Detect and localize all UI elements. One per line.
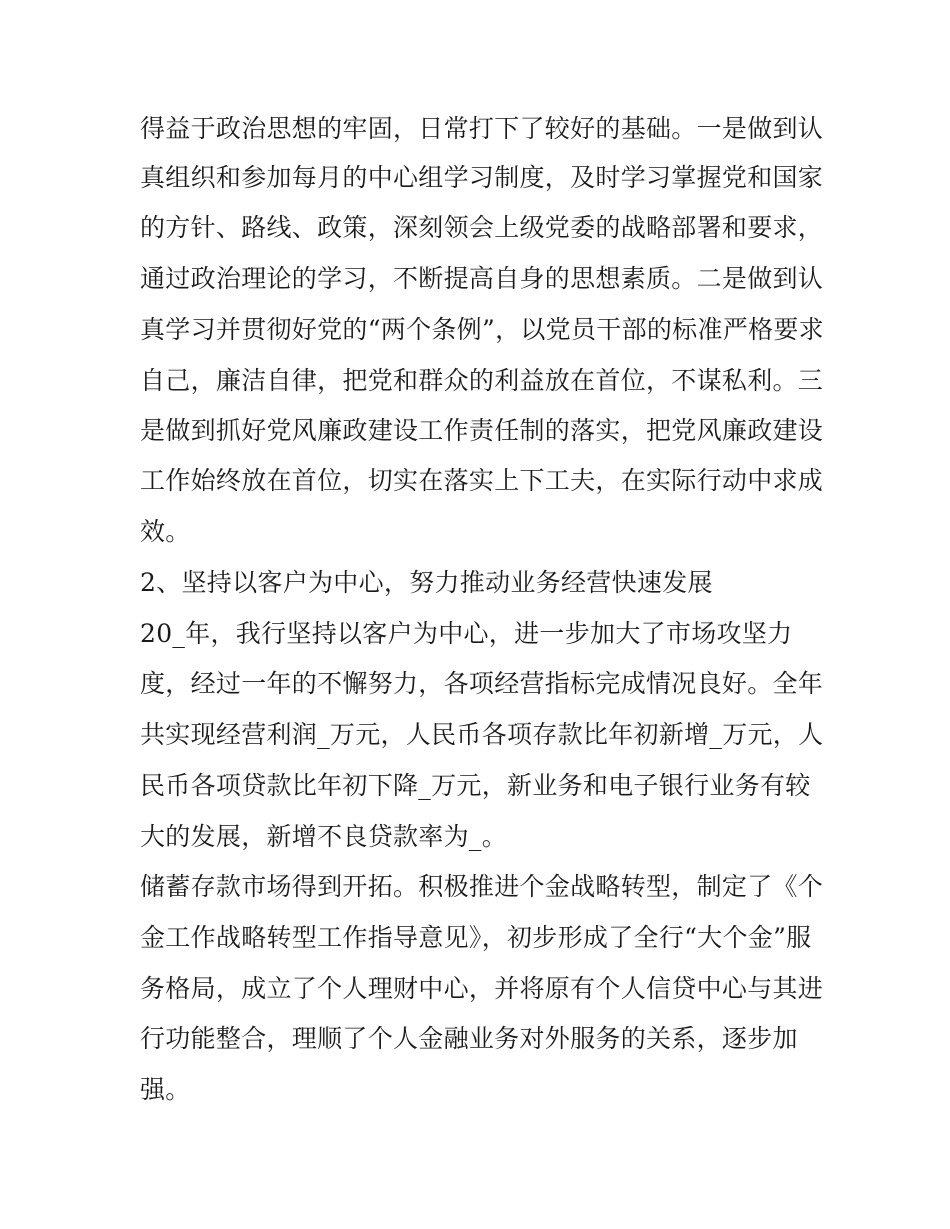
paragraph-line: 效。 xyxy=(140,517,191,546)
paragraph-line: 大的发展，新增不良贷款率为_。 xyxy=(140,822,508,851)
paragraph-line: 民币各项贷款比年初下降_万元，新业务和电子银行业务有较 xyxy=(140,771,811,800)
paragraph-line: 金工作战略转型工作指导意见》，初步形成了全行“大个金”服 xyxy=(140,923,812,952)
paragraph-line: 自己，廉洁自律，把党和群众的利益放在首位，不谋私利。三 xyxy=(140,366,824,395)
paragraph-line: 真学习并贯彻好党的“两个条例”，以党员干部的标准严格要求 xyxy=(140,315,824,344)
section-heading: 2、坚持以客户为中心，努力推动业务经营快速发展 xyxy=(140,568,713,597)
paragraph-line: 通过政治理论的学习，不断提高自身的思想素质。二是做到认 xyxy=(140,264,824,293)
paragraph-line: 20_年，我行坚持以客户为中心，进一步加大了市场攻坚力 xyxy=(140,619,793,648)
paragraph-line: 务格局，成立了个人理财中心，并将原有个人信贷中心与其进 xyxy=(140,974,824,1003)
paragraph-line: 度，经过一年的不懈努力，各项经营指标完成情况良好。全年 xyxy=(140,669,824,698)
paragraph-line: 工作始终放在首位，切实在落实上下工夫，在实际行动中求成 xyxy=(140,466,824,495)
paragraph-line: 共实现经营利润_万元，人民币各项存款比年初新增_万元，人 xyxy=(140,720,824,749)
paragraph-line: 的方针、路线、政策，深刻领会上级党委的战略部署和要求， xyxy=(140,213,824,242)
paragraph-line: 是做到抓好党风廉政建设工作责任制的落实，把党风廉政建设 xyxy=(140,416,824,445)
paragraph-line: 强。 xyxy=(140,1075,191,1104)
paragraph-line: 行功能整合，理顺了个人金融业务对外服务的关系，逐步加 xyxy=(140,1024,798,1053)
paragraph-line: 储蓄存款市场得到开拓。积极推进个金战略转型，制定了《个 xyxy=(140,872,824,901)
paragraph-line: 得益于政治思想的牢固，日常打下了较好的基础。一是做到认 xyxy=(140,114,824,143)
paragraph-line: 真组织和参加每月的中心组学习制度，及时学习掌握党和国家 xyxy=(140,163,824,192)
